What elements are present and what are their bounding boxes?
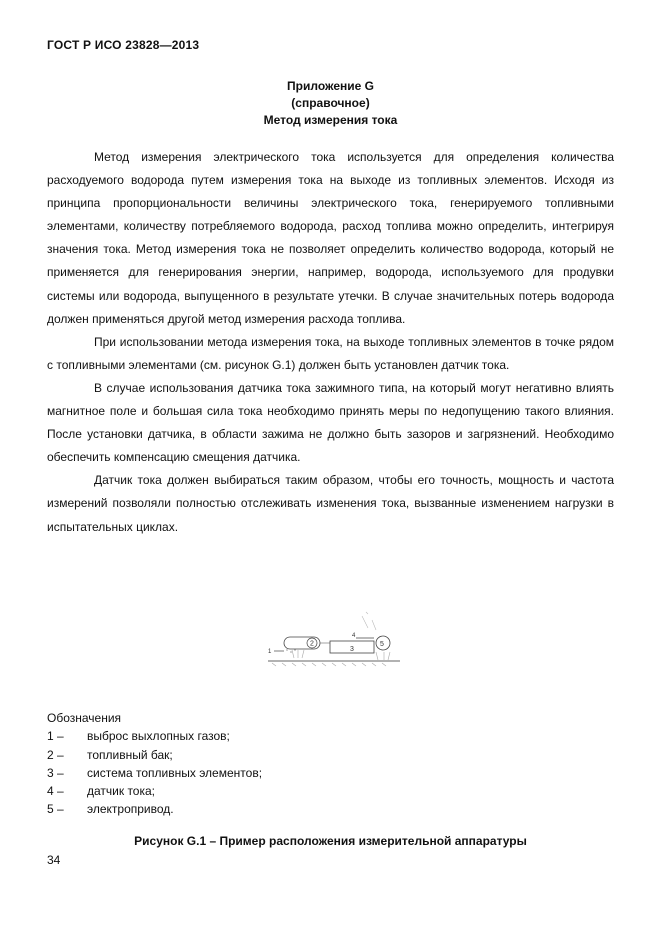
label-5: 5 xyxy=(380,641,384,648)
legend-item-number: 2 – xyxy=(47,747,64,762)
page-number: 34 xyxy=(47,853,61,867)
label-3: 3 xyxy=(350,646,354,653)
legend-item-number: 1 – xyxy=(47,729,64,744)
legend-item-text: датчик тока; xyxy=(87,784,156,799)
legend-item xyxy=(47,746,262,764)
figure-caption: Рисунок G.1 – Пример расположения измерительной аппаратуры xyxy=(134,834,527,848)
legend-item-text: система топливных элементов; xyxy=(87,765,263,780)
legend-item xyxy=(47,782,262,800)
legend-item-text: выброс выхлопных газов; xyxy=(87,729,230,744)
label-4: 4 xyxy=(352,633,356,639)
legend-item-text: топливный бак; xyxy=(87,747,173,762)
legend-item-number: 5 – xyxy=(47,802,64,817)
annex-subtitle: (справочное) xyxy=(291,96,370,110)
legend-item-number: 4 – xyxy=(47,784,64,799)
label-1: 1 xyxy=(268,649,272,655)
legend-item xyxy=(47,764,262,782)
annex-heading-block xyxy=(47,78,614,129)
vehicle-diagram xyxy=(262,610,402,670)
ground-hatching xyxy=(272,663,386,666)
legend-item-number: 3 – xyxy=(47,765,64,780)
label-2: 2 xyxy=(310,640,314,648)
paragraph: При использовании метода измерения тока, на выходе топливных элементов в точке рядом с топливными элементами (см. рисунок G.1) должен быть установлен датчик тока. xyxy=(47,334,614,372)
legend-item-text: электропривод. xyxy=(87,802,174,817)
front-wheel xyxy=(376,652,390,660)
body-text xyxy=(47,146,614,539)
exhaust-puffs xyxy=(286,650,296,652)
paragraph: Датчик тока должен выбираться таким образом, чтобы его точность, мощность и частота измерений позволяли полностью отслеживать изменения тока, вызванные изменением нагрузки в испытательных циклах. xyxy=(47,473,614,534)
legend xyxy=(47,709,262,819)
legend-item xyxy=(47,727,262,745)
legend-item xyxy=(47,800,262,818)
sensor-leader-lines xyxy=(362,612,376,630)
figure-g1 xyxy=(262,610,402,670)
paragraph: Метод измерения электрического тока используется для определения количества расходуемого водорода путем измерения тока на выходе из топливных элементов. Исходя из принципа пропорциональности величины электрического тока, генерируемого топливными элементами, количеству потребляемого водорода, расход топлива можно определить, интегрируя значения тока. Метод измерения тока не позволяет определить количество водорода, который не применяется для генерирования энергии, например, водорода, используемого для продувки системы или водорода, выпущенного в результате утечки. В случае значительных потерь водорода должен применяться другой метод измерения расхода топлива. xyxy=(47,150,614,326)
annex-heading: Метод измерения тока xyxy=(263,113,398,127)
annex-title: Приложение G xyxy=(287,79,374,93)
rear-wheel xyxy=(292,650,304,658)
legend-title: Обозначения xyxy=(47,711,122,725)
paragraph: В случае использования датчика тока зажимного типа, на который могут негативно влиять магнитное поле и большая сила тока необходимо принять меры по недопущению такого влияния. После установки датчика, в области зажима не должно быть зазоров и загрязнений. Необходимо обеспечить компенсацию смещения датчика. xyxy=(47,380,614,465)
standard-header: ГОСТ Р ИСО 23828—2013 xyxy=(47,38,200,52)
